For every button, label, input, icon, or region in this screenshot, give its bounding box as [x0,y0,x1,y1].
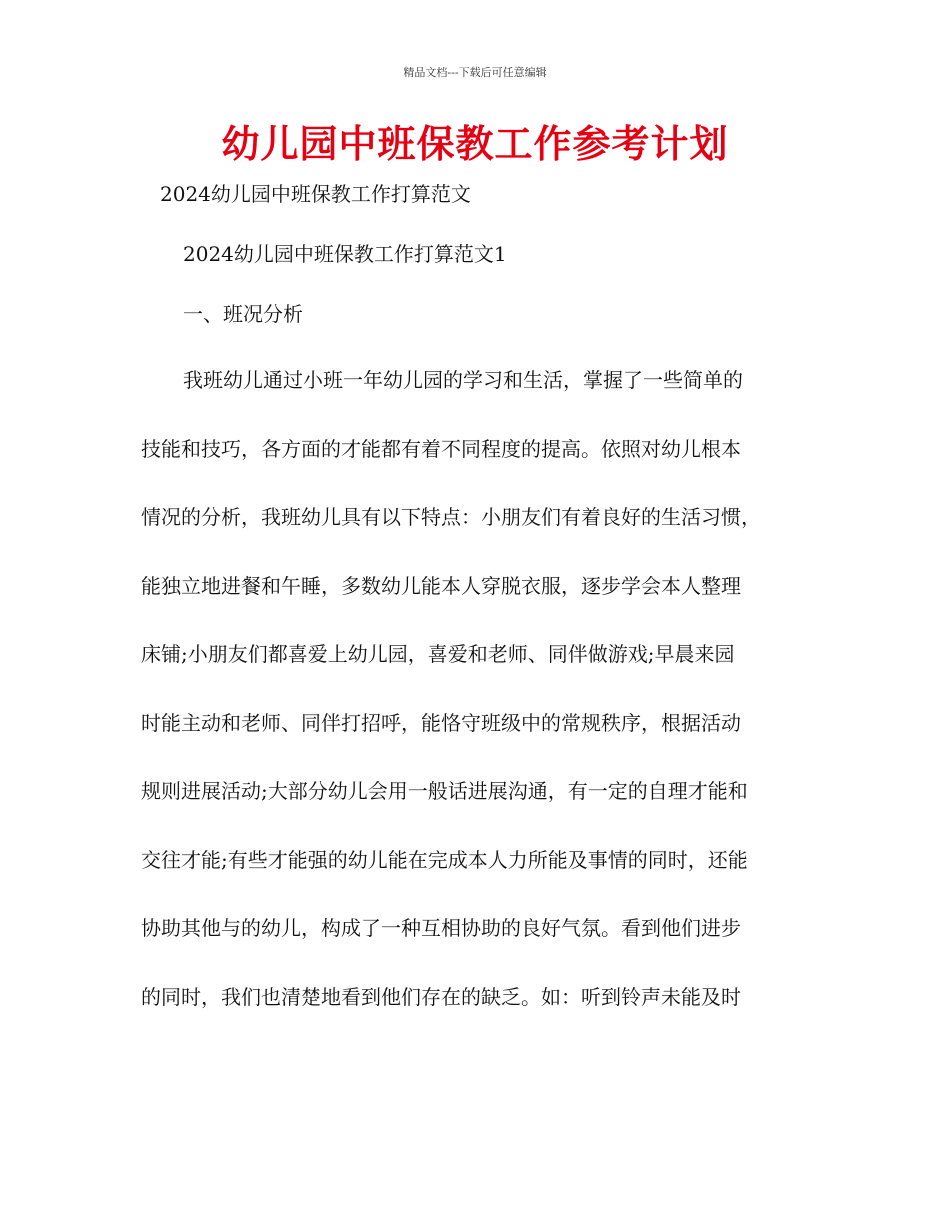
paragraph-line: 床铺;小朋友们都喜爱上幼儿园，喜爱和老师、同伴做游戏;早晨来园 [141,642,735,666]
paragraph-line: 规则进展活动;大部分幼儿会用一般话进展沟通，有一定的自理才能和 [141,779,748,803]
paragraph-line: 能独立地进餐和午睡，多数幼儿能本人穿脱衣服，逐步学会本人整理 [141,573,741,598]
subsection-heading: 一、班况分析 [183,302,303,326]
document-title: 幼儿园中班保教工作参考计划 [221,122,729,166]
section-heading: 2024幼儿园中班保教工作打算范文1 [183,242,507,266]
document-subtitle: 2024幼儿园中班保教工作打算范文 [160,182,471,206]
paragraph-line: 的同时，我们也清楚地看到他们存在的缺乏。如：听到铃声未能及时 [141,984,741,1009]
header-note: 精品文档---下载后可任意编辑 [403,66,547,79]
paragraph-line: 交往才能;有些才能强的幼儿能在完成本人力所能及事情的同时，还能 [141,847,748,872]
body-paragraph [141,346,821,1031]
paragraph-line: 我班幼儿通过小班一年幼儿园的学习和生活，掌握了一些简单的 [183,368,743,392]
paragraph-line: 时能主动和老师、同伴打招呼，能恪守班级中的常规秩序，根据活动 [141,710,741,735]
paragraph-line: 协助其他与的幼儿，构成了一种互相协助的良好气氛。看到他们进步 [141,916,741,940]
paragraph-line: 情况的分析，我班幼儿具有以下特点：小朋友们有着良好的生活习惯， [141,505,761,529]
paragraph-line: 技能和技巧，各方面的才能都有着不同程度的提高。依照对幼儿根本 [141,436,741,461]
